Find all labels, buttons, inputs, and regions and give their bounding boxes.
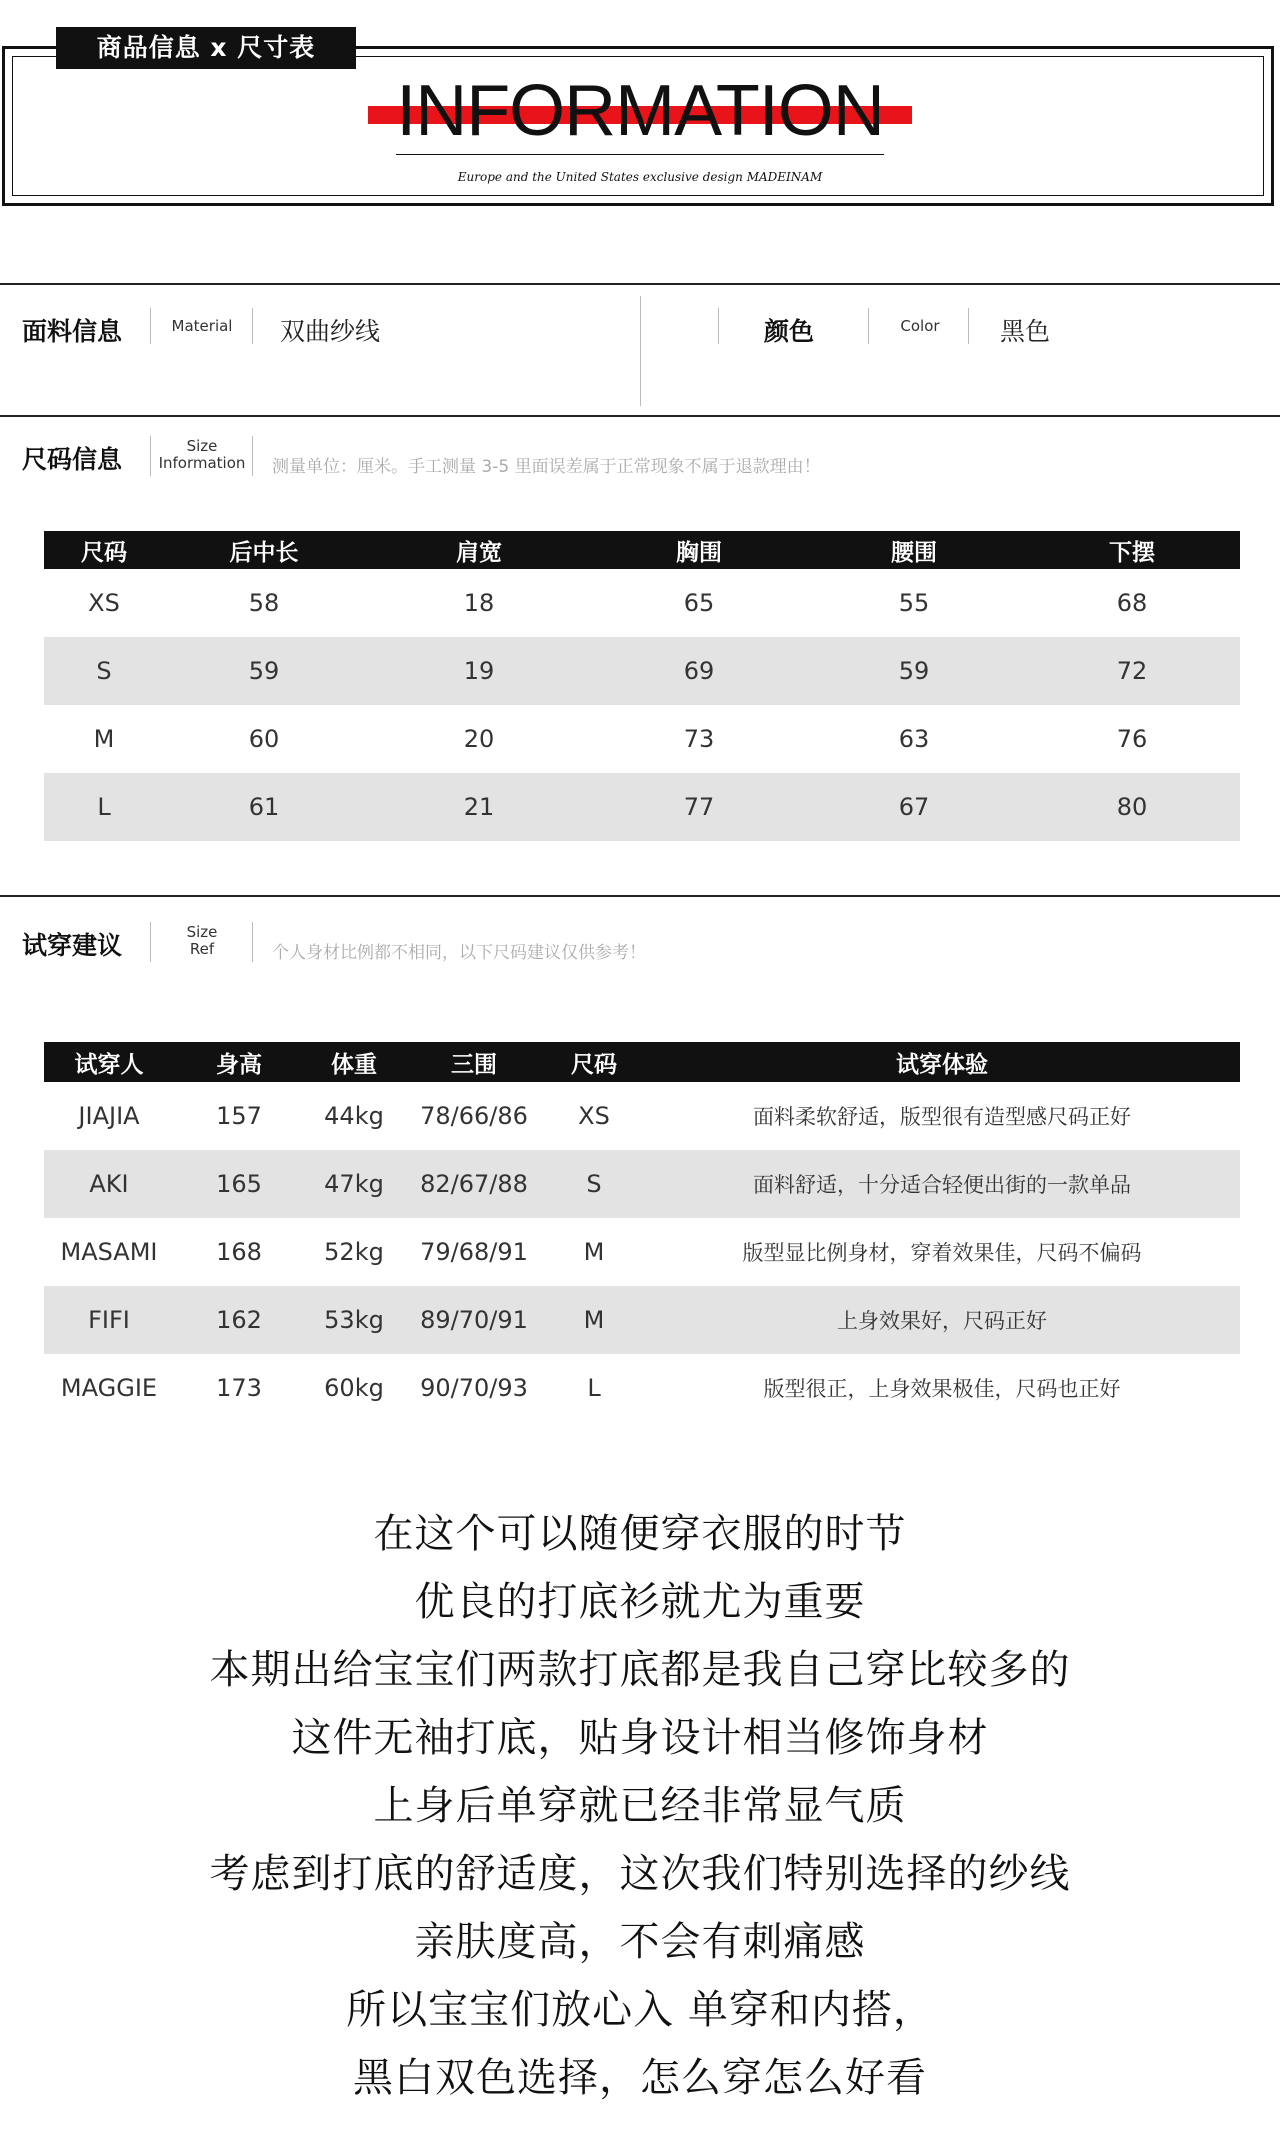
description-line: 优良的打底衫就尤为重要 — [414, 1579, 866, 1625]
table-cell: 版型很正，上身效果极佳，尺码也正好 — [763, 1377, 1121, 1401]
fitting-col-header: 三围 — [404, 1042, 544, 1082]
table-cell: 157 — [216, 1102, 262, 1130]
table-cell: S — [544, 1150, 644, 1218]
size-col-header: 后中长 — [164, 531, 364, 569]
size-info-label-en: Size Information — [158, 437, 246, 472]
table-cell: M — [583, 1238, 605, 1266]
description-line: 所以宝宝们放心入 单穿和内搭， — [346, 1987, 934, 2033]
material-value: 双曲纱线 — [280, 317, 381, 346]
table-cell: 55 — [898, 589, 930, 617]
fitting-table — [44, 1042, 1240, 1422]
material-top-rule — [0, 283, 1280, 285]
table-cell: 168 — [216, 1238, 262, 1266]
size-col-header: 肩宽 — [364, 531, 594, 569]
divider — [968, 308, 969, 344]
page-subtitle: Europe and the United States exclusive design MADEINAM — [457, 170, 823, 184]
table-cell: 72 — [1024, 637, 1240, 705]
size-table — [44, 531, 1240, 841]
description-line: 黑白双色选择，怎么穿怎么好看 — [353, 2055, 927, 2101]
size-info-label: 尺码信息 — [22, 445, 123, 474]
table-cell: S — [44, 637, 164, 705]
table-row — [44, 1082, 1240, 1150]
table-cell: 77 — [594, 773, 804, 841]
table-cell: XS — [578, 1102, 610, 1130]
divider — [150, 436, 151, 476]
table-cell: 47kg — [304, 1150, 404, 1218]
size-col-header: 下摆 — [1024, 531, 1240, 569]
table-cell: 78/66/86 — [420, 1102, 528, 1130]
divider — [150, 922, 151, 962]
table-cell: 61 — [164, 773, 364, 841]
table-cell: 89/70/91 — [404, 1286, 544, 1354]
table-cell: 68 — [1116, 589, 1148, 617]
product-description — [0, 1500, 1280, 2112]
description-line: 本期出给宝宝们两款打底都是我自己穿比较多的 — [209, 1647, 1071, 1693]
table-cell: 63 — [898, 725, 930, 753]
title-underline — [396, 154, 884, 155]
table-cell: MASAMI — [60, 1238, 158, 1266]
fitting-col-header: 尺码 — [544, 1042, 644, 1082]
table-cell: 52kg — [324, 1238, 384, 1266]
table-cell: M — [544, 1286, 644, 1354]
table-row — [44, 1286, 1240, 1354]
table-cell: 19 — [364, 637, 594, 705]
fitting-table-header — [44, 1042, 1240, 1082]
table-row — [44, 705, 1240, 773]
table-cell: 162 — [174, 1286, 304, 1354]
table-row — [44, 569, 1240, 637]
table-cell: 53kg — [304, 1286, 404, 1354]
table-cell: 60 — [248, 725, 280, 753]
fitting-note: 个人身材比例都不相同，以下尺码建议仅供参考！ — [272, 943, 646, 963]
divider — [868, 308, 869, 344]
table-cell: 76 — [1116, 725, 1148, 753]
table-cell: 79/68/91 — [420, 1238, 528, 1266]
fitting-label: 试穿建议 — [22, 931, 123, 960]
fitting-col-header: 试穿体验 — [644, 1042, 1240, 1082]
table-cell: 90/70/93 — [420, 1374, 528, 1402]
table-cell: AKI — [44, 1150, 174, 1218]
table-cell: 58 — [248, 589, 280, 617]
size-col-header: 腰围 — [804, 531, 1024, 569]
color-label: 颜色 — [764, 317, 815, 346]
table-row — [44, 1354, 1240, 1422]
table-cell: 21 — [364, 773, 594, 841]
table-row — [44, 637, 1240, 705]
header-tag: 商品信息 x 尺寸表 — [56, 27, 356, 69]
size-table-header — [44, 531, 1240, 569]
description-line: 亲肤度高，不会有刺痛感 — [414, 1919, 866, 1965]
fitting-col-header: 体重 — [304, 1042, 404, 1082]
table-cell: 44kg — [324, 1102, 384, 1130]
table-row — [44, 1150, 1240, 1218]
size-col-header: 胸围 — [594, 531, 804, 569]
page-title: INFORMATION — [396, 71, 884, 151]
table-cell: 18 — [463, 589, 495, 617]
description-line: 考虑到打底的舒适度，这次我们特别选择的纱线 — [209, 1851, 1071, 1897]
material-label: 面料信息 — [22, 317, 123, 346]
table-cell: 65 — [683, 589, 715, 617]
table-cell: 69 — [594, 637, 804, 705]
fitting-col-header: 试穿人 — [44, 1042, 174, 1082]
table-cell: JIAJIA — [78, 1102, 140, 1130]
table-cell: 59 — [804, 637, 1024, 705]
column-divider — [640, 296, 641, 406]
table-cell: 60kg — [324, 1374, 384, 1402]
size-info-top-rule — [0, 415, 1280, 417]
table-cell: 165 — [174, 1150, 304, 1218]
table-cell: 20 — [463, 725, 495, 753]
table-cell: 上身效果好，尺码正好 — [644, 1286, 1240, 1354]
description-line: 在这个可以随便穿衣服的时节 — [373, 1511, 907, 1557]
color-label-en: Color — [900, 317, 940, 335]
divider — [252, 308, 253, 344]
table-cell: MAGGIE — [60, 1374, 158, 1402]
table-cell: 73 — [683, 725, 715, 753]
table-cell: 67 — [804, 773, 1024, 841]
size-col-header: 尺码 — [44, 531, 164, 569]
fitting-label-en: Size Ref — [186, 923, 218, 958]
description-line: 上身后单穿就已经非常显气质 — [373, 1783, 907, 1829]
material-label-en: Material — [171, 317, 233, 335]
table-cell: 59 — [164, 637, 364, 705]
table-cell: 面料舒适，十分适合轻便出街的一款单品 — [644, 1150, 1240, 1218]
table-cell: XS — [88, 589, 120, 617]
table-cell: 173 — [216, 1374, 262, 1402]
table-cell: FIFI — [44, 1286, 174, 1354]
header-banner — [0, 0, 1280, 215]
table-cell: L — [587, 1374, 601, 1402]
table-cell: 80 — [1024, 773, 1240, 841]
table-cell: M — [93, 725, 115, 753]
divider — [252, 922, 253, 962]
table-cell: 版型显比例身材，穿着效果佳，尺码不偏码 — [742, 1241, 1142, 1265]
table-cell: 82/67/88 — [404, 1150, 544, 1218]
fitting-top-rule — [0, 895, 1280, 897]
table-cell: 面料柔软舒适，版型很有造型感尺码正好 — [753, 1105, 1131, 1129]
description-line: 这件无袖打底，贴身设计相当修饰身材 — [291, 1715, 989, 1761]
fitting-col-header: 身高 — [174, 1042, 304, 1082]
divider — [150, 308, 151, 344]
size-info-note: 测量单位：厘米。手工测量 3-5 里面误差属于正常现象不属于退款理由！ — [272, 457, 821, 477]
table-row — [44, 1218, 1240, 1286]
divider — [718, 308, 719, 344]
table-cell: L — [44, 773, 164, 841]
color-value: 黑色 — [1000, 317, 1051, 346]
divider — [252, 436, 253, 476]
table-row — [44, 773, 1240, 841]
